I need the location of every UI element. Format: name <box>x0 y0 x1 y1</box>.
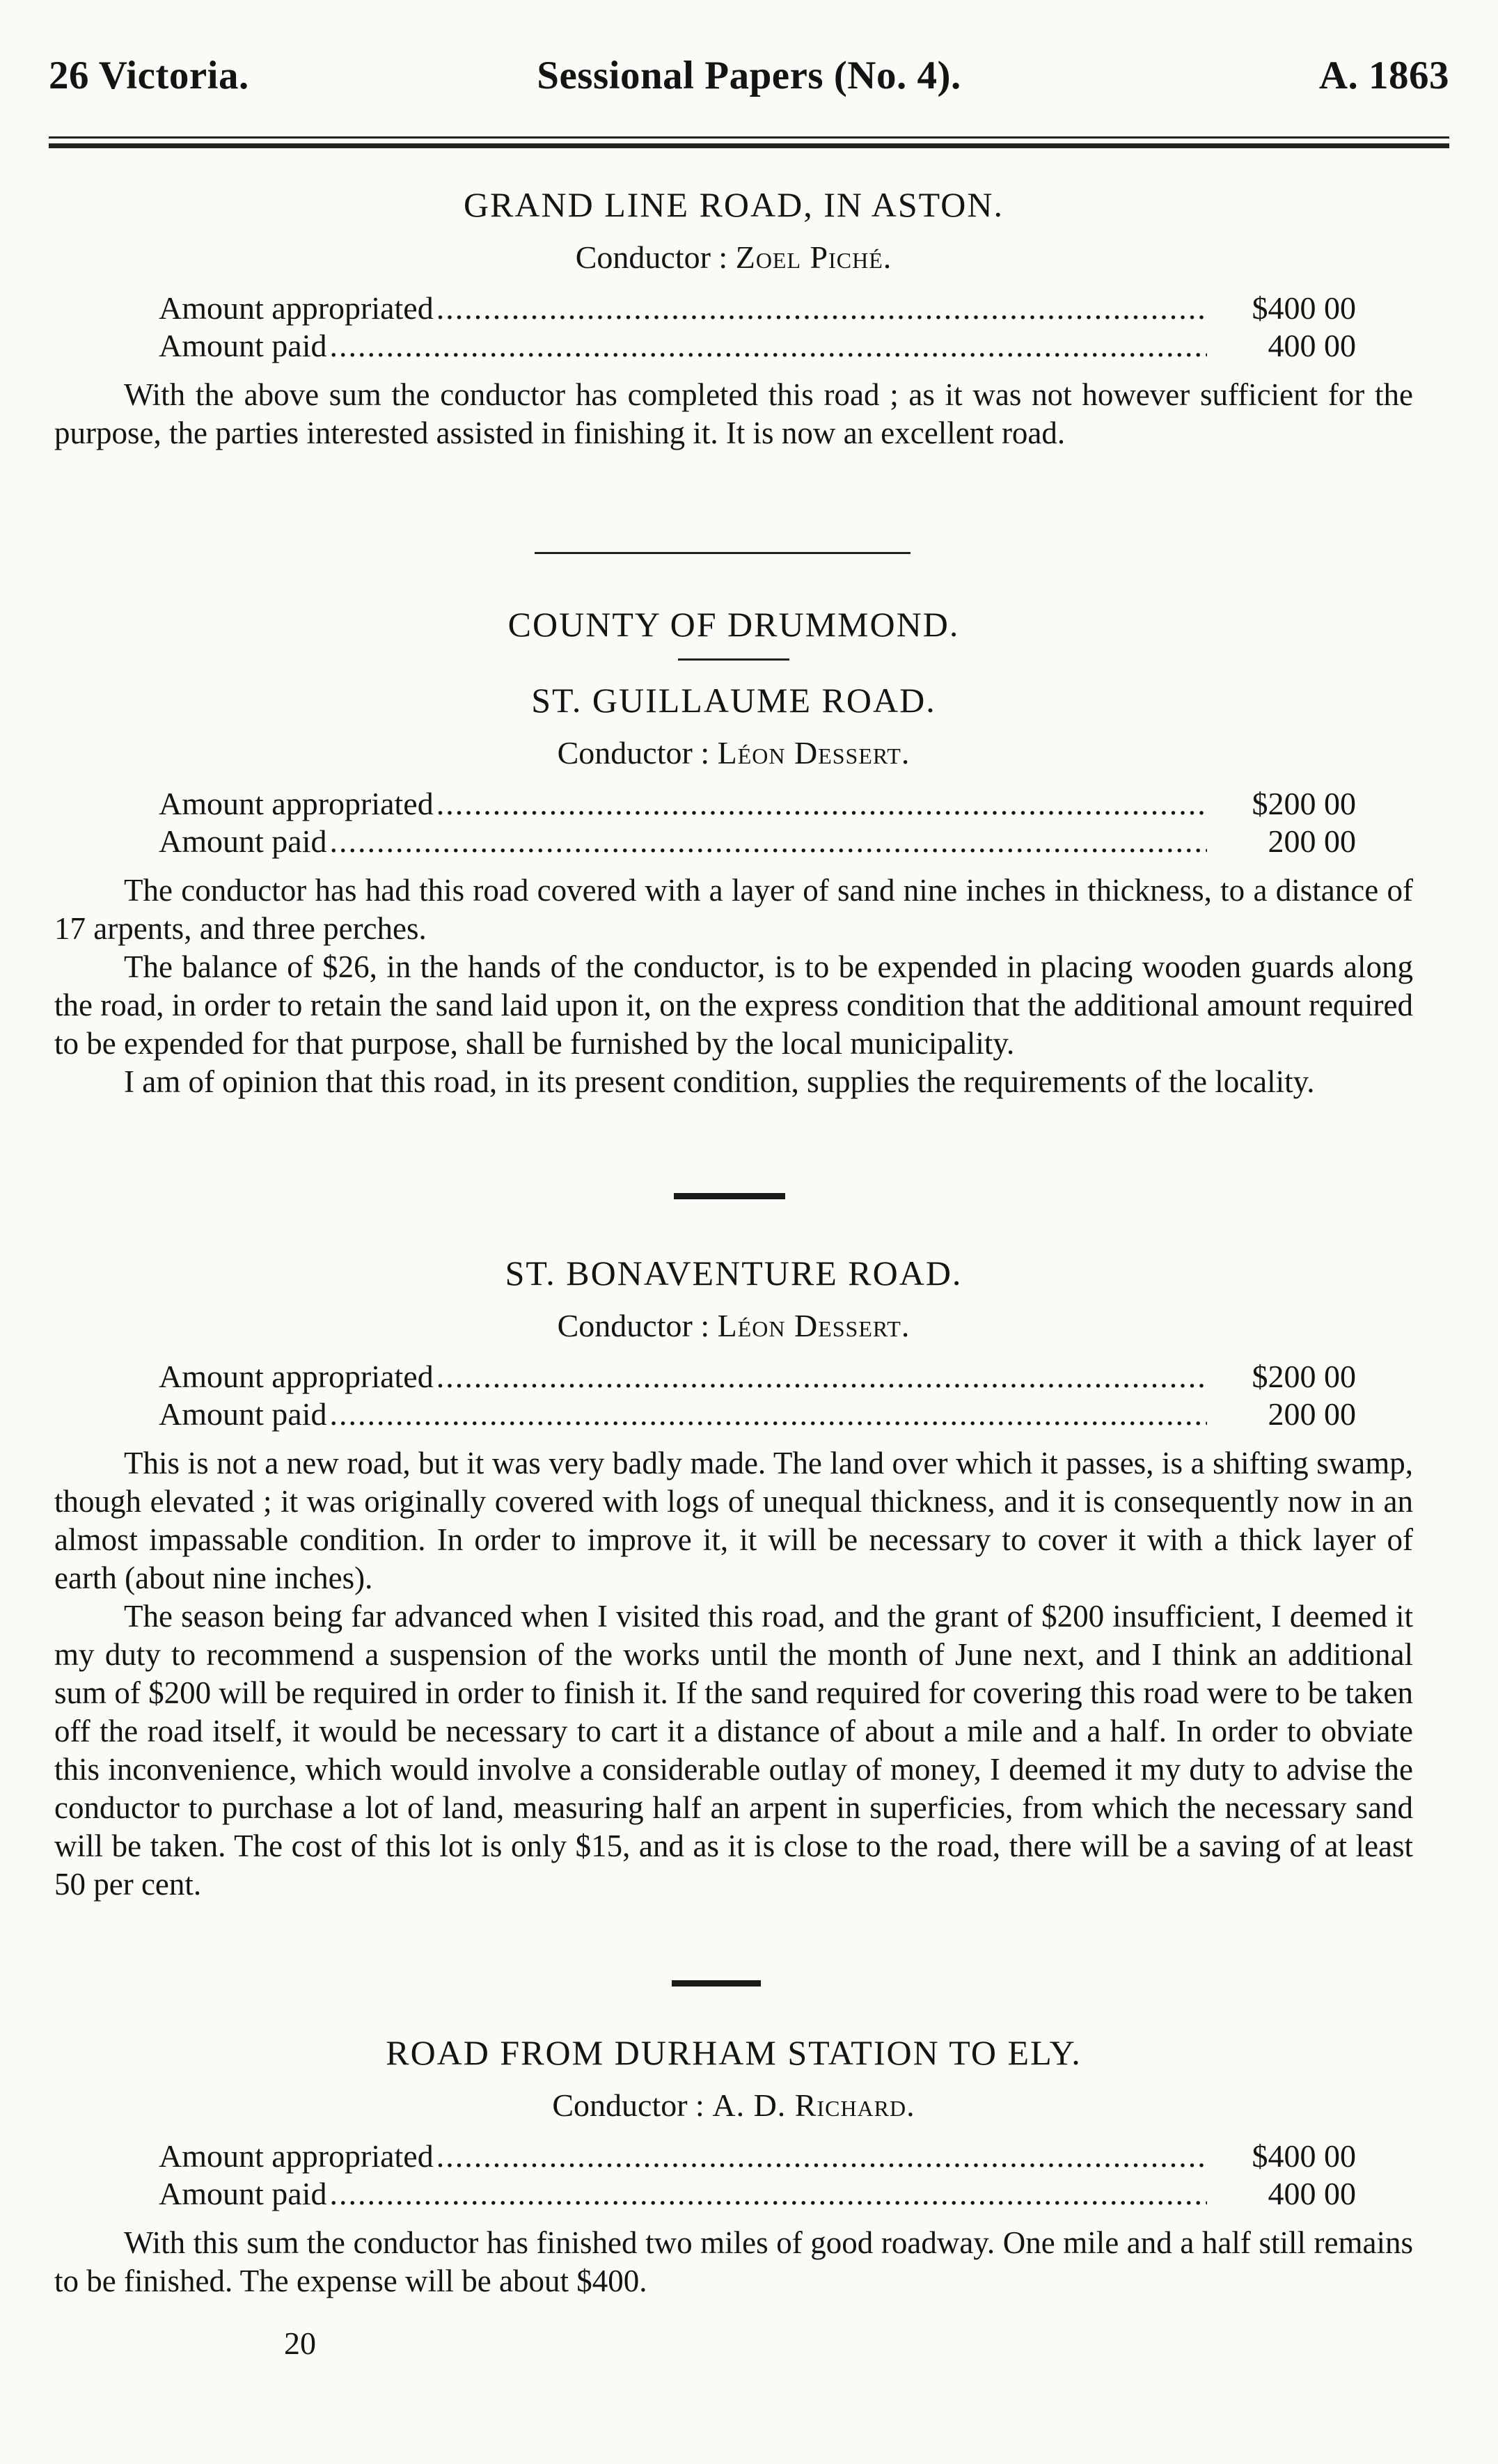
page-number: 20 <box>284 2325 316 2361</box>
amount-appropriated-row <box>159 290 1356 327</box>
section-bonaventure <box>54 1253 1413 1904</box>
amount-value: $200 00 <box>1252 786 1356 821</box>
amount-label: Amount paid <box>159 1396 327 1432</box>
amount-value: 200 00 <box>1268 1396 1356 1432</box>
county-underline <box>678 658 789 661</box>
body-paragraph: This is not a new road, but it was very badly made. The land over which it passes, is a shifting swamp, though elevated ; it was originally covered with logs of unequal thickness, and it is consequently now in an almost impassable condition. In order to improve it, it will be necessary to cover it with a thick layer of earth (about nine inches). <box>54 1446 1413 1595</box>
section-divider <box>674 1193 785 1199</box>
conductor-label: Conductor : <box>575 239 728 275</box>
body-paragraph: The season being far advanced when I visited this road, and the grant of $200 insufficient, I deemed it my duty to recommend a suspension of the works until the month of June next, and I think an additional sum of $200 will be required in order to finish it. If the sand required for covering this road were to be taken off the road itself, it would be necessary to cart it a distance of about a mile and a half. In order to obviate this inconvenience, which would involve a considerable outlay of money, I deemed it my duty to advise the conductor to purchase a lot of land, measuring half an arpent in superficies, from which the necessary sand will be taken. The cost of this lot is only $15, and as it is close to the road, there will be a saving of at least 50 per cent. <box>54 1599 1413 1902</box>
amount-paid-row <box>159 327 1356 365</box>
conductor-line <box>54 239 1413 276</box>
section-divider <box>535 552 910 554</box>
conductor-name: A. D. Richard. <box>712 2087 915 2123</box>
amounts-table <box>159 785 1356 860</box>
amount-paid-row <box>159 1396 1356 1433</box>
amount-label: Amount paid <box>159 328 327 363</box>
section-guillaume <box>54 604 1413 1101</box>
amount-value: 400 00 <box>1268 2176 1356 2211</box>
dot-leader <box>329 823 1207 860</box>
conductor-label: Conductor : <box>557 735 710 771</box>
amounts-table <box>159 2138 1356 2213</box>
header-title: Sessional Papers (No. 4). <box>537 54 961 97</box>
amount-label: Amount appropriated <box>159 2138 434 2174</box>
body-paragraph: The conductor has had this road covered with a layer of sand nine inches in thickness, to a distance of 17 arpents, and three perches. <box>54 873 1413 946</box>
amounts-table <box>159 1358 1356 1433</box>
dot-leader <box>329 327 1207 365</box>
body-paragraph: With this sum the conductor has finished two miles of good roadway. One mile and a half still remains to be finished. The expense will be about $400. <box>54 2225 1413 2298</box>
conductor-line <box>54 1307 1413 1344</box>
amount-paid-row <box>159 2175 1356 2213</box>
header-year: A. 1863 <box>1318 54 1449 97</box>
dot-leader <box>436 785 1207 823</box>
amount-label: Amount appropriated <box>159 786 434 821</box>
amount-label: Amount paid <box>159 2176 327 2211</box>
conductor-line <box>54 734 1413 771</box>
running-header <box>49 53 1449 109</box>
section-aston <box>54 184 1413 452</box>
amount-label: Amount appropriated <box>159 290 434 326</box>
section-divider <box>672 1980 761 1987</box>
conductor-label: Conductor : <box>557 1308 710 1343</box>
section-title: ST. GUILLAUME ROAD. <box>531 681 936 720</box>
dot-leader <box>436 290 1207 327</box>
dot-leader <box>436 2138 1207 2175</box>
amounts-table <box>159 290 1356 365</box>
section-title: ST. BONAVENTURE ROAD. <box>505 1254 963 1293</box>
amount-value: 200 00 <box>1268 823 1356 859</box>
conductor-label: Conductor : <box>552 2087 704 2123</box>
amount-label: Amount appropriated <box>159 1359 434 1394</box>
section-durham <box>54 2032 1413 2300</box>
conductor-name: Zoel Piché. <box>735 239 892 275</box>
amount-appropriated-row <box>159 785 1356 823</box>
body-paragraph: I am of opinion that this road, in its present condition, supplies the requirements of the locality. <box>124 1064 1315 1099</box>
amount-value: $400 00 <box>1252 2138 1356 2174</box>
header-volume: 26 Victoria. <box>49 54 249 97</box>
conductor-name: Léon Dessert. <box>717 735 910 771</box>
section-title: GRAND LINE ROAD, IN ASTON. <box>463 185 1004 224</box>
section-title: ROAD FROM DURHAM STATION TO ELY. <box>386 2033 1082 2072</box>
amount-value: $200 00 <box>1252 1359 1356 1394</box>
body-paragraph: With the above sum the conductor has completed this road ; as it was not however sufficient for the purpose, the parties interested assisted in finishing it. It is now an excellent road. <box>54 377 1413 450</box>
amount-value: $400 00 <box>1252 290 1356 326</box>
dot-leader <box>329 1396 1207 1433</box>
county-title: COUNTY OF DRUMMOND. <box>507 605 960 644</box>
amount-label: Amount paid <box>159 823 327 859</box>
dot-leader <box>436 1358 1207 1396</box>
dot-leader <box>329 2175 1207 2213</box>
amount-paid-row <box>159 823 1356 860</box>
conductor-name: Léon Dessert. <box>717 1308 910 1343</box>
amount-appropriated-row <box>159 2138 1356 2175</box>
amount-appropriated-row <box>159 1358 1356 1396</box>
body-paragraph: The balance of $26, in the hands of the conductor, is to be expended in placing wooden guards along the road, in order to retain the sand laid upon it, on the express condition that the additional amount required to be expended for that purpose, shall be furnished by the local municipality. <box>54 949 1413 1061</box>
conductor-line <box>54 2087 1413 2124</box>
header-double-rule <box>49 136 1449 149</box>
amount-value: 400 00 <box>1268 328 1356 363</box>
